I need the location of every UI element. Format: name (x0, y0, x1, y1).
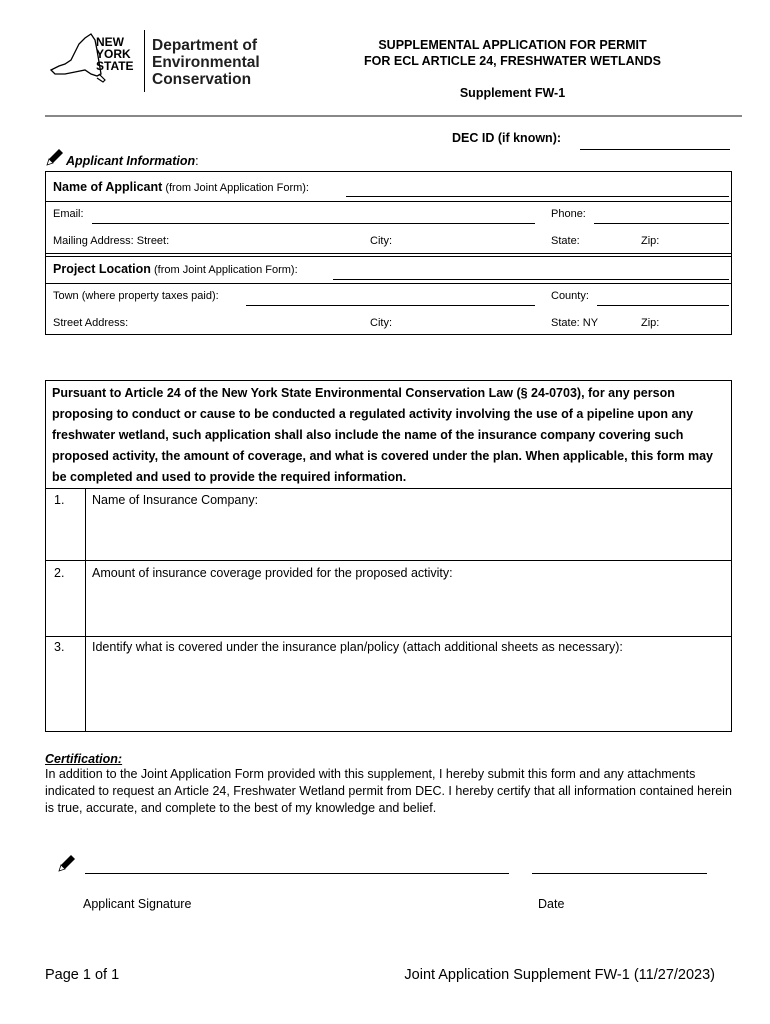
dec-id-label: DEC ID (if known): (452, 131, 562, 145)
project-city-label: City: (370, 317, 392, 329)
logo-line-state: STATE (96, 59, 134, 73)
mailing-state-label: State: (551, 235, 580, 247)
item-3-number: 3. (54, 640, 65, 654)
applicant-section-colon: : (195, 154, 199, 168)
item-2-number: 2. (54, 566, 65, 580)
page-number: Page 1 of 1 (45, 967, 120, 983)
project-location-field[interactable] (333, 279, 729, 280)
signature-field[interactable] (85, 873, 509, 874)
logo-dept-line2: Environmental (152, 54, 260, 71)
applicant-name-field[interactable] (346, 196, 729, 197)
logo-line-york: YORK (96, 47, 131, 61)
applicant-name-label-text: Name of Applicant (53, 180, 163, 194)
project-zip-label: Zip: (641, 317, 660, 329)
phone-field[interactable] (594, 223, 729, 224)
certification-text: In addition to the Joint Application Form provided with this supplement, I hereby submit this form and any attachments indicated to request an Article 24, Freshwater Wetland permit from DEC. I hereby certify that all information contained herein is true, accurate, and complete to the best of my knowledge and belief. (45, 767, 732, 815)
project-divider (45, 283, 732, 284)
insurance-company-field[interactable] (86, 510, 731, 558)
applicant-name-note: (from Joint Application Form): (162, 182, 309, 194)
item-2-label: Amount of insurance coverage provided for the proposed activity: (92, 566, 453, 580)
pencil-icon (44, 146, 66, 168)
county-field[interactable] (597, 305, 729, 306)
logo-dept-line3: Conservation (152, 71, 252, 88)
logo-state-text (96, 36, 134, 72)
project-location-note: (from Joint Application Form): (150, 264, 298, 276)
date-label: Date (538, 897, 565, 911)
form-title (330, 37, 695, 69)
email-label: Email: (53, 208, 84, 220)
form-title-line1: SUPPLEMENTAL APPLICATION FOR PERMIT (378, 38, 647, 52)
form-identifier: Joint Application Supplement FW-1 (11/27/2023) (404, 967, 715, 983)
header-rule (45, 115, 742, 117)
mailing-street-label: Mailing Address: Street: (53, 235, 170, 247)
item-1-number: 1. (54, 493, 65, 507)
logo-department-text (152, 37, 260, 88)
dec-id-field[interactable] (580, 149, 730, 150)
item-1-label: Name of Insurance Company: (92, 493, 259, 507)
project-location-label-text: Project Location (53, 262, 151, 276)
town-field[interactable] (246, 305, 535, 306)
project-state-label: State: NY (551, 317, 599, 329)
item-2-divider (45, 636, 732, 637)
applicant-section-title (66, 154, 199, 168)
logo-dept-line1: Department of (152, 37, 258, 54)
project-street-label: Street Address: (53, 317, 129, 329)
form-title-line2: FOR ECL ARTICLE 24, FRESHWATER WETLANDS (364, 54, 661, 68)
signature-label: Applicant Signature (83, 897, 192, 911)
date-field[interactable] (532, 873, 707, 874)
coverage-details-field[interactable] (86, 657, 731, 731)
project-location-label (53, 262, 298, 276)
applicant-section-title-text: Applicant Information (66, 154, 196, 168)
signature-pencil-icon (56, 852, 78, 874)
mailing-city-label: City: (370, 235, 392, 247)
certification-title: Certification: (45, 752, 123, 766)
applicant-name-label (53, 180, 309, 194)
mailing-zip-label: Zip: (641, 235, 660, 247)
logo-line-new: NEW (96, 35, 124, 49)
intro-divider (45, 488, 732, 489)
logo-divider (144, 30, 145, 92)
insurance-intro: Pursuant to Article 24 of the New York State Environmental Conservation Law (§ 24-0703), for any person proposing to conduct or cause to be conducted a regulated activity involving the use of a pipeline upon any freshwater wetland, such application shall also include the name of the insurance company covering such proposed activity, the amount of coverage, and what is covered under the plan. When applicable, this form may be completed and used to provide the required information. (52, 386, 714, 484)
phone-label: Phone: (551, 208, 586, 220)
applicant-divider (45, 201, 732, 202)
coverage-amount-field[interactable] (86, 583, 731, 635)
supplement-id: Supplement FW-1 (459, 86, 566, 100)
item-1-divider (45, 560, 732, 561)
town-label: Town (where property taxes paid): (53, 290, 219, 302)
item-3-label: Identify what is covered under the insurance plan/policy (attach additional sheets as necessary): (92, 640, 623, 654)
email-field[interactable] (92, 223, 535, 224)
county-label: County: (551, 290, 589, 302)
